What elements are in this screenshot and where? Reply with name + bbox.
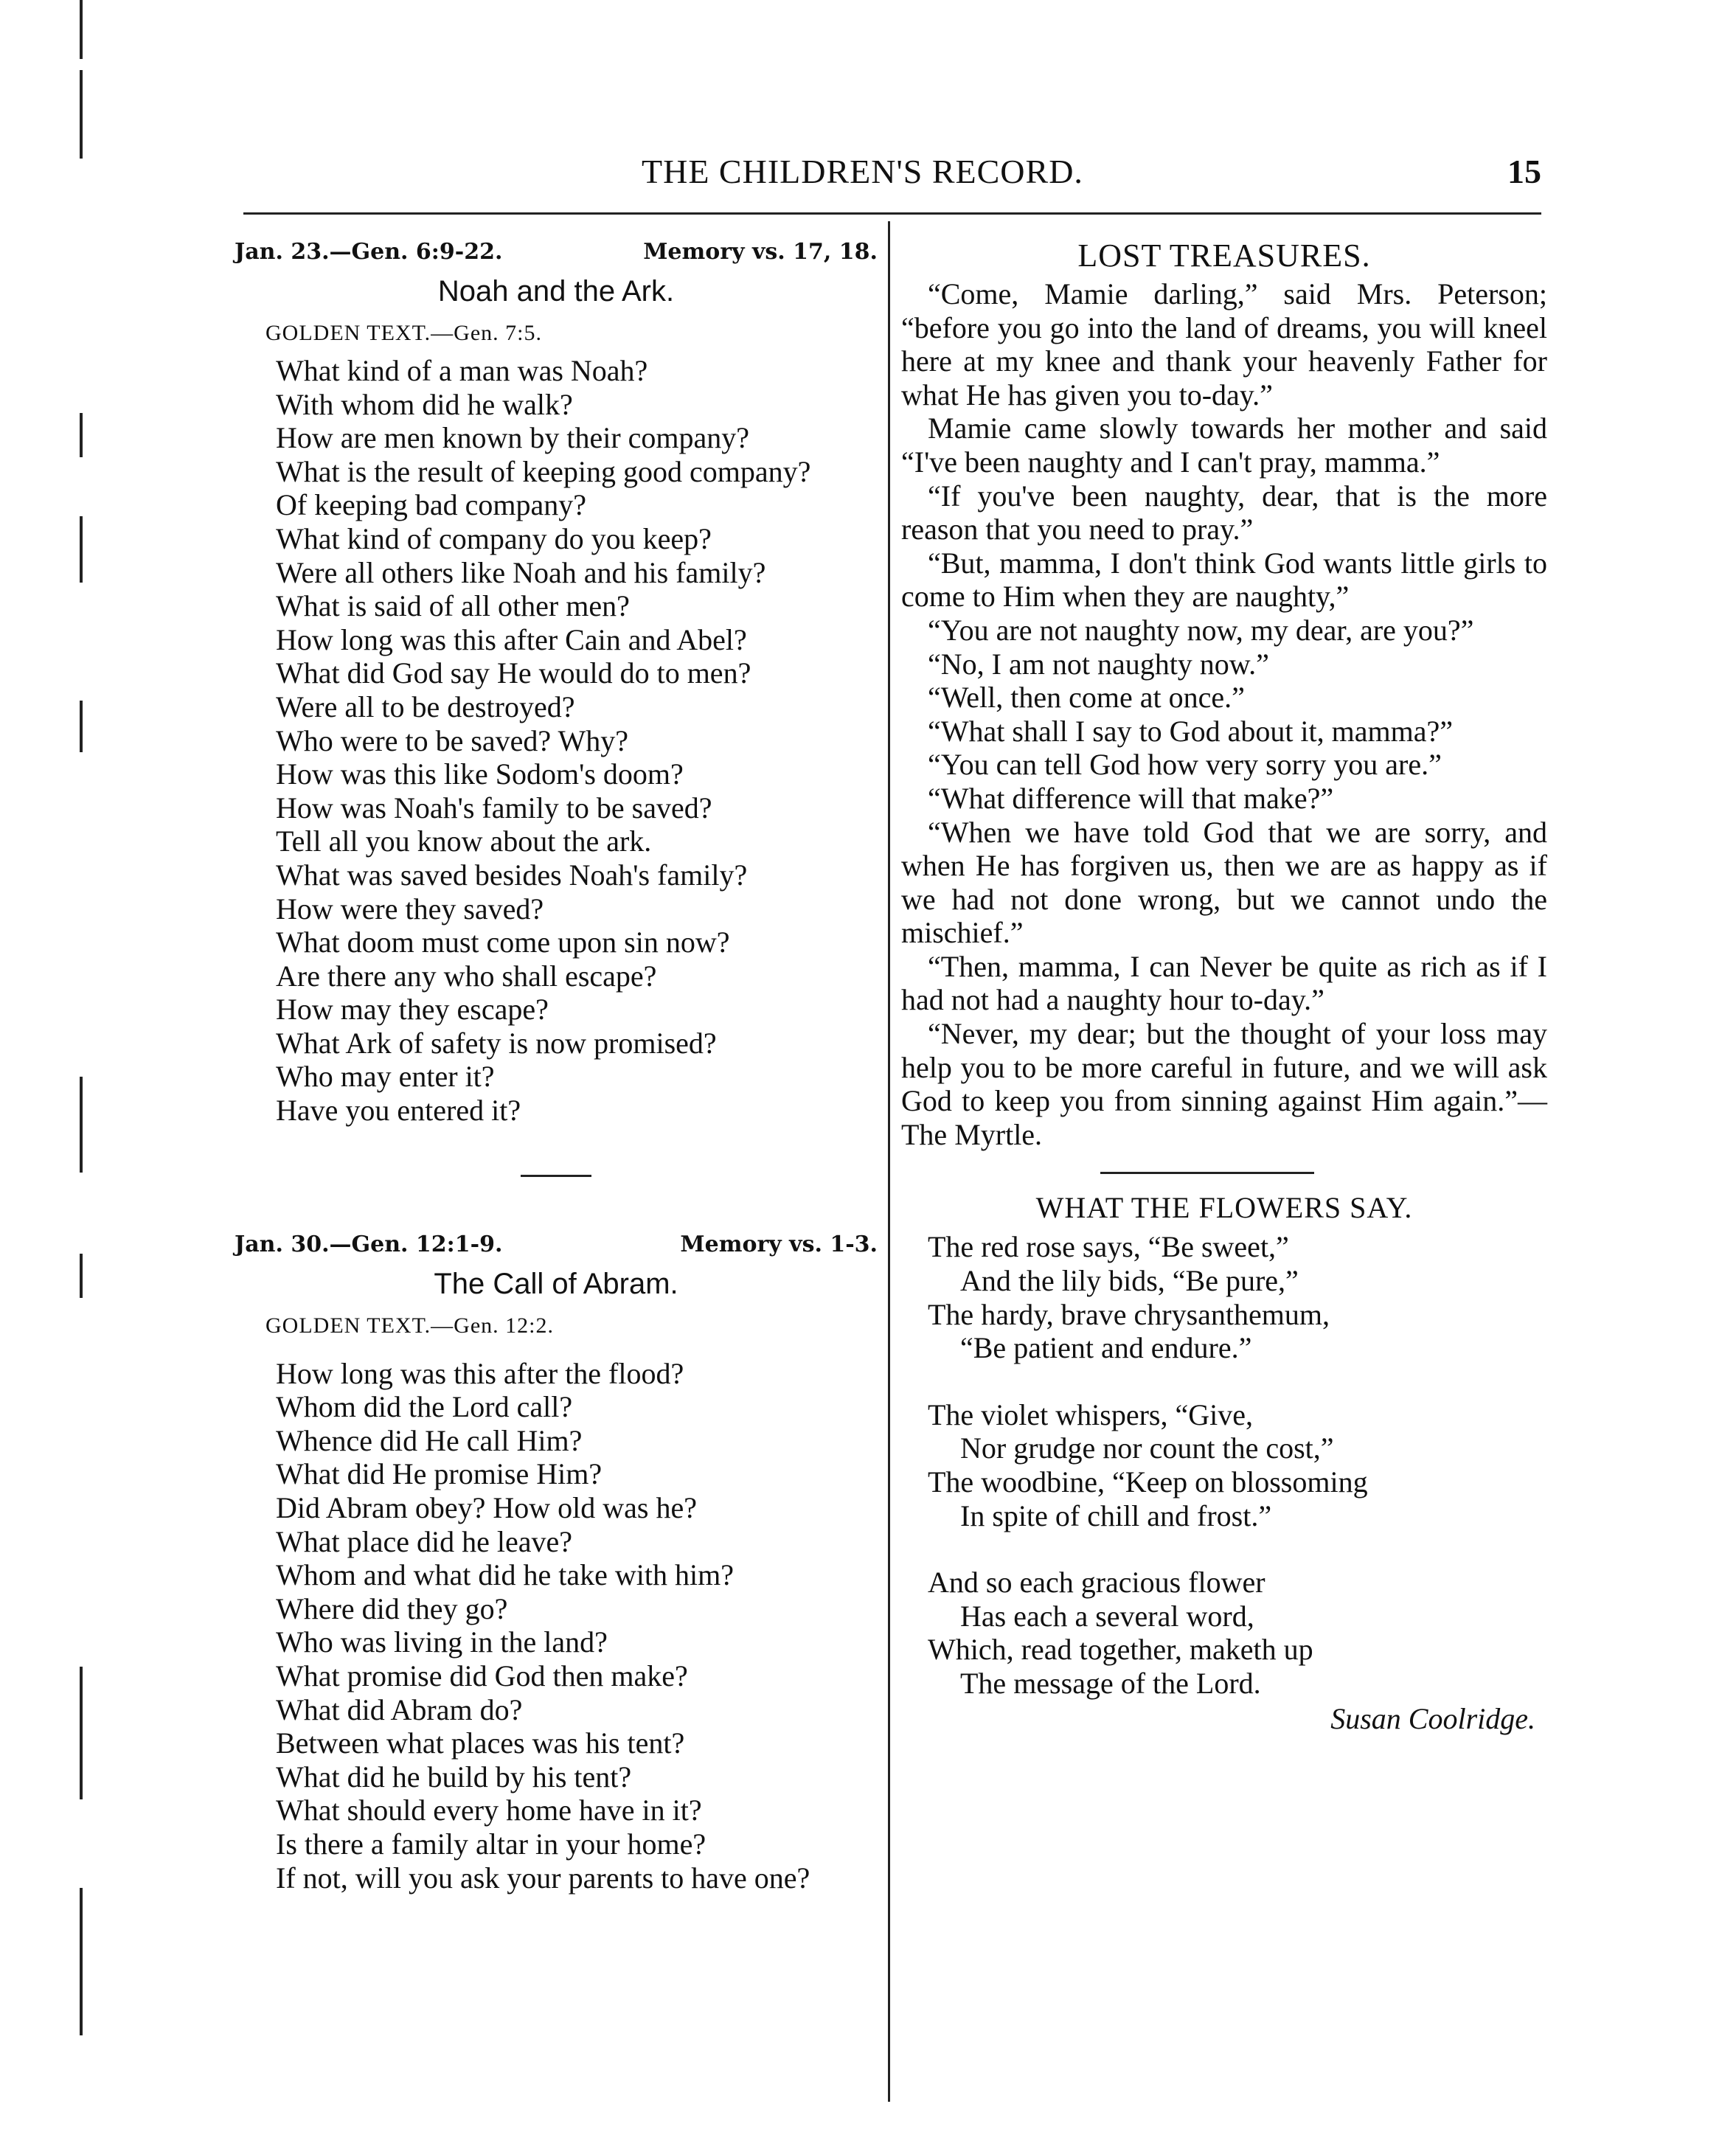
poem-line: “Be patient and endure.” <box>960 1331 1252 1365</box>
poem-rule <box>1100 1172 1314 1174</box>
story-paragraph: “Well, then come at once.” <box>928 681 1245 715</box>
question: What should every home have in it? <box>276 1793 702 1827</box>
question: What kind of company do you keep? <box>276 521 712 555</box>
lesson-date-ref: Jan. 23.—Gen. 6:9-22. <box>235 239 503 265</box>
story-paragraph: “No, I am not naughty now.” <box>928 647 1269 681</box>
page-number: 15 <box>1507 153 1541 190</box>
story-paragraph: “But, mamma, I don't think God wants little girls to come to Him when they are naughty,” <box>901 546 1547 614</box>
story-paragraph: Mamie came slowly towards her mother and said “I've been naughty and I can't pray, mamma.” <box>901 412 1547 479</box>
left-column <box>235 235 878 1895</box>
story-title: LOST TREASURES. <box>1077 237 1371 274</box>
question: Were all others like Noah and his family? <box>276 555 766 589</box>
poem-author: Susan Coolridge. <box>1330 1701 1535 1735</box>
running-head <box>243 139 1541 205</box>
question-list <box>235 1357 878 1895</box>
question: How are men known by their company? <box>276 421 750 455</box>
lesson-title: Noah and the Ark. <box>437 275 675 308</box>
question: Whom did the Lord call? <box>276 1390 573 1424</box>
story-paragraph: “What difference will that make?” <box>928 781 1334 815</box>
question: What was saved besides Noah's family? <box>276 858 748 892</box>
question: What did Abram do? <box>276 1692 523 1726</box>
question: What kind of a man was Noah? <box>276 354 648 387</box>
question: What is the result of keeping good company? <box>276 454 811 488</box>
edge-mark <box>80 70 83 159</box>
question: What did He promise Him? <box>276 1457 603 1491</box>
question: What did God say He would do to men? <box>276 656 751 690</box>
question: How was this like Sodom's doom? <box>276 757 684 791</box>
poem-line: And so each gracious flower <box>928 1566 1265 1600</box>
edge-mark <box>80 0 83 59</box>
question: How long was this after the flood? <box>276 1356 684 1390</box>
question: What Ark of safety is now promised? <box>276 1026 717 1060</box>
story-paragraph: “Never, my dear; but the thought of your loss may help you to be more careful in future, and we will ask God to keep you from sinning against Him again.”—The Myrtle. <box>901 1017 1547 1151</box>
story-paragraph: “You are not naughty now, my dear, are you?” <box>928 613 1474 647</box>
question: Who may enter it? <box>276 1060 495 1094</box>
poem-title: WHAT THE FLOWERS SAY. <box>1035 1191 1413 1225</box>
question: With whom did he walk? <box>276 387 573 421</box>
lesson-reference <box>235 235 878 270</box>
question: Are there any who shall escape? <box>276 959 657 993</box>
lesson-memory-verses: Memory vs. 1-3. <box>680 1231 878 1257</box>
edge-mark <box>80 1077 83 1173</box>
question: If not, will you ask your parents to have one? <box>276 1861 810 1895</box>
binding-edge-marks <box>80 0 84 2146</box>
question: Whom and what did he take with him? <box>276 1558 734 1592</box>
poem-line: In spite of chill and frost.” <box>960 1499 1272 1532</box>
question: How long was this after Cain and Abel? <box>276 622 747 656</box>
question: What did he build by his tent? <box>276 1760 632 1793</box>
question: What promise did God then make? <box>276 1659 688 1692</box>
edge-mark <box>80 701 83 752</box>
question: Who were to be saved? Why? <box>276 723 628 757</box>
question: How were they saved? <box>276 892 544 926</box>
question: Between what places was his tent? <box>276 1726 685 1760</box>
story-paragraph: “When we have told God that we are sorry, and when He has forgiven us, then we are as happy as if we had not done wrong, but we cannot undo the mischief.” <box>901 815 1547 950</box>
poem-line: Nor grudge nor count the cost,” <box>960 1431 1334 1465</box>
edge-mark <box>80 1888 83 2035</box>
edge-mark <box>80 1667 83 1799</box>
header-rule <box>243 212 1541 215</box>
story-paragraph: “Then, mamma, I can Never be quite as rich as if I had not had a naughty hour to-day.” <box>901 949 1547 1017</box>
lesson-memory-verses: Memory vs. 17, 18. <box>643 239 878 265</box>
question: Have you entered it? <box>276 1094 521 1128</box>
poem-line: The woodbine, “Keep on blossoming <box>928 1465 1368 1499</box>
question: Were all to be destroyed? <box>276 690 575 723</box>
question: How may they escape? <box>276 993 549 1027</box>
story-body <box>901 277 1547 1151</box>
question: How was Noah's family to be saved? <box>276 791 712 824</box>
edge-mark <box>80 413 83 457</box>
story-paragraph: “What shall I say to God about it, mamma?” <box>928 714 1454 748</box>
question: Tell all you know about the ark. <box>276 824 652 858</box>
lesson-title: The Call of Abram. <box>434 1267 678 1300</box>
question: What doom must come upon sin now? <box>276 926 730 959</box>
poem-line: The red rose says, “Be sweet,” <box>928 1230 1289 1264</box>
poem-stanza <box>901 1566 1547 1700</box>
poem-line: The message of the Lord. <box>960 1666 1261 1700</box>
poem-line: The violet whispers, “Give, <box>928 1397 1253 1431</box>
lesson-reference <box>235 1227 878 1263</box>
question: Of keeping bad company? <box>276 488 586 522</box>
question: Is there a family altar in your home? <box>276 1827 706 1861</box>
question: Whence did He call Him? <box>276 1423 583 1457</box>
poem-stanza <box>901 1398 1547 1532</box>
edge-mark <box>80 516 83 583</box>
running-title: THE CHILDREN'S RECORD. <box>642 153 1083 190</box>
story-paragraph: “Come, Mamie darling,” said Mrs. Peterson; “before you go into the land of dreams, you will kneel here at my knee and thank your heavenly Father for what He has given you to-day.” <box>901 277 1547 412</box>
poem-line: Which, read together, maketh up <box>928 1633 1313 1667</box>
poem-stanza <box>901 1230 1547 1364</box>
question: Did Abram obey? How old was he? <box>276 1491 697 1525</box>
question-list <box>235 354 878 1128</box>
question: What place did he leave? <box>276 1524 572 1558</box>
question: What is said of all other men? <box>276 589 630 623</box>
poem-line: And the lily bids, “Be pure,” <box>960 1264 1299 1298</box>
section-break-rule <box>521 1175 591 1177</box>
golden-text: GOLDEN TEXT.—Gen. 7:5. <box>265 321 542 345</box>
column-rule <box>888 221 890 2102</box>
question: Who was living in the land? <box>276 1625 608 1659</box>
story-paragraph: “You can tell God how very sorry you are.” <box>928 748 1442 782</box>
story-paragraph: “If you've been naughty, dear, that is the more reason that you need to pray.” <box>901 479 1547 546</box>
right-column <box>901 235 1547 1736</box>
lesson-date-ref: Jan. 30.—Gen. 12:1-9. <box>235 1231 503 1257</box>
question: Where did they go? <box>276 1591 508 1625</box>
poem-line: The hardy, brave chrysanthemum, <box>928 1297 1330 1331</box>
poem-line: Has each a several word, <box>960 1599 1254 1633</box>
golden-text: GOLDEN TEXT.—Gen. 12:2. <box>265 1313 554 1338</box>
edge-mark <box>80 1254 83 1298</box>
